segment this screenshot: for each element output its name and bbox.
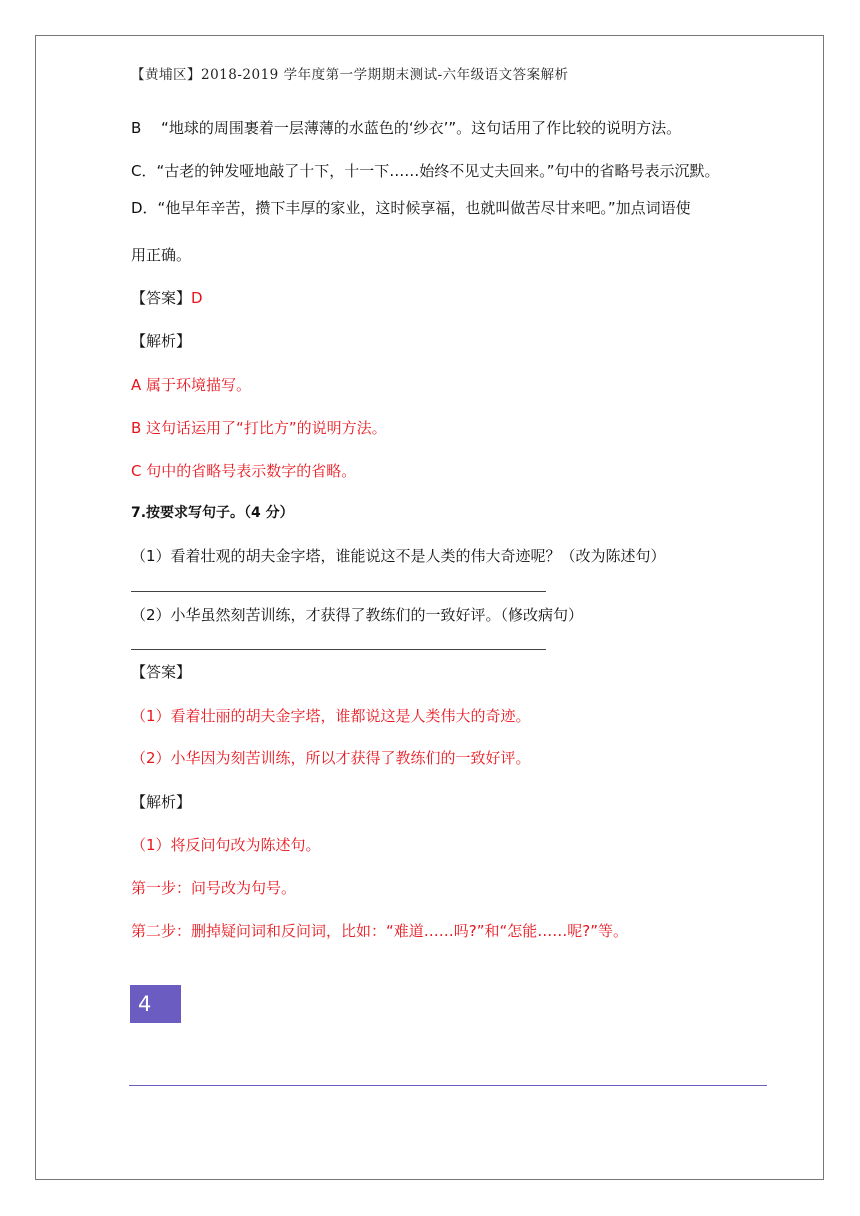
page-header: 【黄埔区】2018-2019 学年度第一学期期末测试-六年级语文答案解析 [131, 67, 569, 83]
analysis-6-item-c: C 句中的省略号表示数字的省略。 [131, 462, 357, 480]
analysis-7-step-1: 第一步：问号改为句号。 [131, 879, 297, 897]
footer-divider [129, 1085, 767, 1086]
answer-7-part-1: （1）看着壮丽的胡夫金字塔，谁都说这是人类伟大的奇迹。 [131, 707, 531, 725]
analysis-7-step-2: 第二步：删掉疑问词和反问词，比如：“难道……吗?”和“怎能……呢?”等。 [131, 922, 629, 940]
analysis-7-step-intro: （1）将反问句改为陈述句。 [131, 836, 321, 854]
option-b: B “地球的周围裹着一层薄薄的水蓝色的‘纱衣’”。这句话用了作比较的说明方法。 [131, 119, 682, 137]
option-c: C．“古老的钟发哑地敲了十下，十一下……始终不见丈夫回来。”句中的省略号表示沉默。 [131, 162, 720, 180]
analysis-7-label: 【解析】 [131, 793, 192, 811]
answer-label: 【答案】 [131, 289, 192, 307]
analysis-6-item-a: A 属于环境描写。 [131, 376, 252, 394]
answer-blank-1 [131, 591, 546, 592]
question-7-part-1: （1）看着壮观的胡夫金字塔，谁能说这不是人类的伟大奇迹呢？（改为陈述句） [131, 547, 666, 565]
option-d-line1: D．“他早年辛苦，攒下丰厚的家业，这时候享福，也就叫做苦尽甘来吧。”加点词语使 [131, 199, 691, 217]
answer-blank-2 [131, 649, 546, 650]
option-d-line2: 用正确。 [131, 246, 192, 264]
answer-value: D [191, 289, 203, 307]
answer-7-label: 【答案】 [131, 663, 192, 681]
analysis-6-item-b: B 这句话运用了“打比方”的说明方法。 [131, 419, 387, 437]
answer-7-part-2: （2）小华因为刻苦训练，所以才获得了教练们的一致好评。 [131, 749, 531, 767]
analysis-6-label: 【解析】 [131, 332, 192, 350]
question-7-part-2: （2）小华虽然刻苦训练，才获得了教练们的一致好评。（修改病句） [131, 606, 584, 624]
answer-6 [131, 287, 203, 308]
question-7-title: 7.按要求写句子。（4 分） [131, 505, 294, 521]
page-number-badge: 4 [130, 985, 181, 1023]
